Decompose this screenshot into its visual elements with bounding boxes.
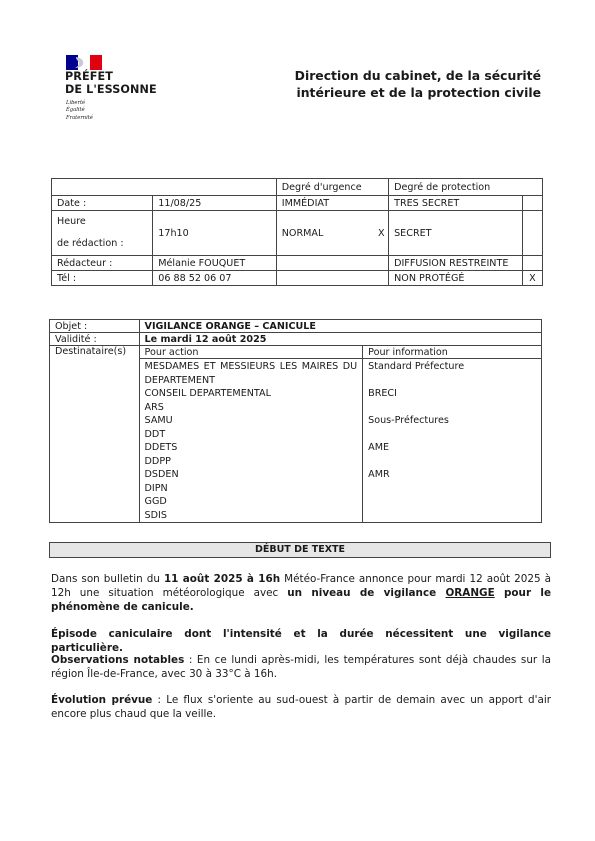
tel-value: 06 88 52 06 07 [153, 271, 277, 286]
paragraph-observations [51, 653, 551, 681]
pour-info-header: Pour information [363, 346, 542, 359]
pour-action-header: Pour action [139, 346, 363, 359]
date-value: 11/08/25 [153, 196, 277, 211]
protection-tres-secret: TRES SECRET [389, 196, 523, 211]
action-item-ddets: DDETS [144, 442, 178, 453]
urgence-immediat-mark [374, 196, 388, 211]
objet-table [49, 319, 542, 523]
direction-line-1: Direction du cabinet, de la sécurité [294, 68, 541, 83]
urgence-immediat: IMMÉDIAT [276, 196, 374, 211]
heure-label [52, 211, 153, 256]
validite-value: Le mardi 12 août 2025 [139, 333, 541, 346]
p4-label: Évolution prévue [51, 694, 153, 706]
motto-fraternite: Fraternité [66, 114, 93, 121]
redacteur-label: Rédacteur : [52, 256, 153, 271]
protection-non-protege-mark: X [522, 271, 542, 286]
logo-line-1: PRÉFET [65, 70, 113, 83]
protection-secret: SECRET [389, 211, 523, 256]
heure-label-line-1: Heure [57, 216, 86, 227]
message-meta-table [51, 178, 543, 286]
tel-label: Tél : [52, 271, 153, 286]
action-item-ddpp: DDPP [144, 455, 171, 467]
meta-header-blank [52, 179, 277, 196]
prefet-logo-text [65, 70, 157, 96]
heure-label-line-2: de rédaction : [57, 238, 124, 249]
p1-vigilance-text: un niveau de vigilance [287, 587, 446, 600]
urgence-normal: NORMAL [276, 211, 374, 256]
debut-de-texte-banner: DÉBUT DE TEXTE [49, 542, 551, 558]
action-item-ars: ARS [144, 401, 164, 413]
p1-orange: ORANGE [445, 587, 495, 600]
action-item-cd: CONSEIL DEPARTEMENTAL [144, 388, 271, 399]
objet-label: Objet : [50, 320, 140, 333]
action-item-ggd: GGD [144, 496, 167, 507]
marianne-logo-icon [66, 55, 102, 70]
p4-text: : Le flux s'oriente au sud-ouest à partir de demain avec un apport d'air encore plus chaud que la veille. [51, 694, 551, 721]
destinataires-label: Destinataire(s) [50, 346, 140, 523]
pour-info-list [363, 359, 542, 523]
info-item-sous-prefectures: Sous-Préfectures [368, 415, 449, 426]
action-item-sdis: SDIS [144, 509, 167, 521]
info-item-amr: AMR [368, 469, 390, 480]
action-item-samu: SAMU [144, 415, 173, 426]
p3-text: : En ce lundi après-midi, les températures sont déjà chaudes sur la région Île-de-France, avec 30 à 33°C à 16h. [51, 654, 551, 681]
motto-egalite: Égalité [66, 107, 85, 114]
logo-line-2: DE L'ESSONNE [65, 83, 157, 96]
info-item-ame: AME [368, 442, 390, 453]
info-item-breci: BRECI [368, 388, 397, 399]
action-item-dsden: DSDEN [144, 469, 179, 480]
direction-heading [295, 67, 541, 101]
p1-text-a: Dans son bulletin du [51, 573, 164, 585]
protection-diffusion-mark [522, 256, 542, 271]
info-item-standard: Standard Préfecture [368, 361, 465, 372]
protection-non-protege: NON PROTÉGÉ [389, 271, 523, 286]
protection-secret-mark [522, 211, 542, 256]
action-item-dipn: DIPN [144, 482, 168, 494]
action-item-ddt: DDT [144, 428, 166, 440]
redacteur-value: Mélanie FOUQUET [153, 256, 277, 271]
paragraph-bulletin [51, 572, 551, 615]
protection-tres-secret-mark [522, 196, 542, 211]
republic-motto [66, 100, 93, 122]
date-label: Date : [52, 196, 153, 211]
p1-date: 11 août 2025 à 16h [163, 573, 281, 585]
p3-label: Observations notables [51, 654, 185, 666]
protection-header: Degré de protection [389, 179, 543, 196]
p2-text: Épisode caniculaire dont l'intensité et la durée nécessitent une vigilance particulière. [51, 628, 551, 655]
urgence-blank-4 [276, 271, 388, 286]
urgence-header: Degré d'urgence [276, 179, 388, 196]
action-item-maires: MESDAMES ET MESSIEURS LES MAIRES DU DEPARTEMENT [144, 361, 358, 386]
paragraph-episode [51, 627, 551, 655]
urgence-normal-mark: X [374, 211, 388, 256]
p1-text-c: Météo-France annonce pour mardi 12 août 2025 à 12h une situation météorologique avec [51, 573, 551, 600]
p1-phenomene: pour le phénomène de canicule. [51, 587, 551, 614]
protection-diffusion-restreinte: DIFFUSION RESTREINTE [389, 256, 523, 271]
validite-label: Validité : [50, 333, 140, 346]
direction-line-2: intérieure et de la protection civile [296, 85, 541, 100]
motto-liberte: Liberté [66, 100, 86, 106]
pour-action-list [139, 359, 363, 523]
objet-value: VIGILANCE ORANGE – CANICULE [139, 320, 541, 333]
urgence-blank-3 [276, 256, 388, 271]
paragraph-evolution [51, 693, 551, 721]
heure-value: 17h10 [153, 211, 277, 256]
